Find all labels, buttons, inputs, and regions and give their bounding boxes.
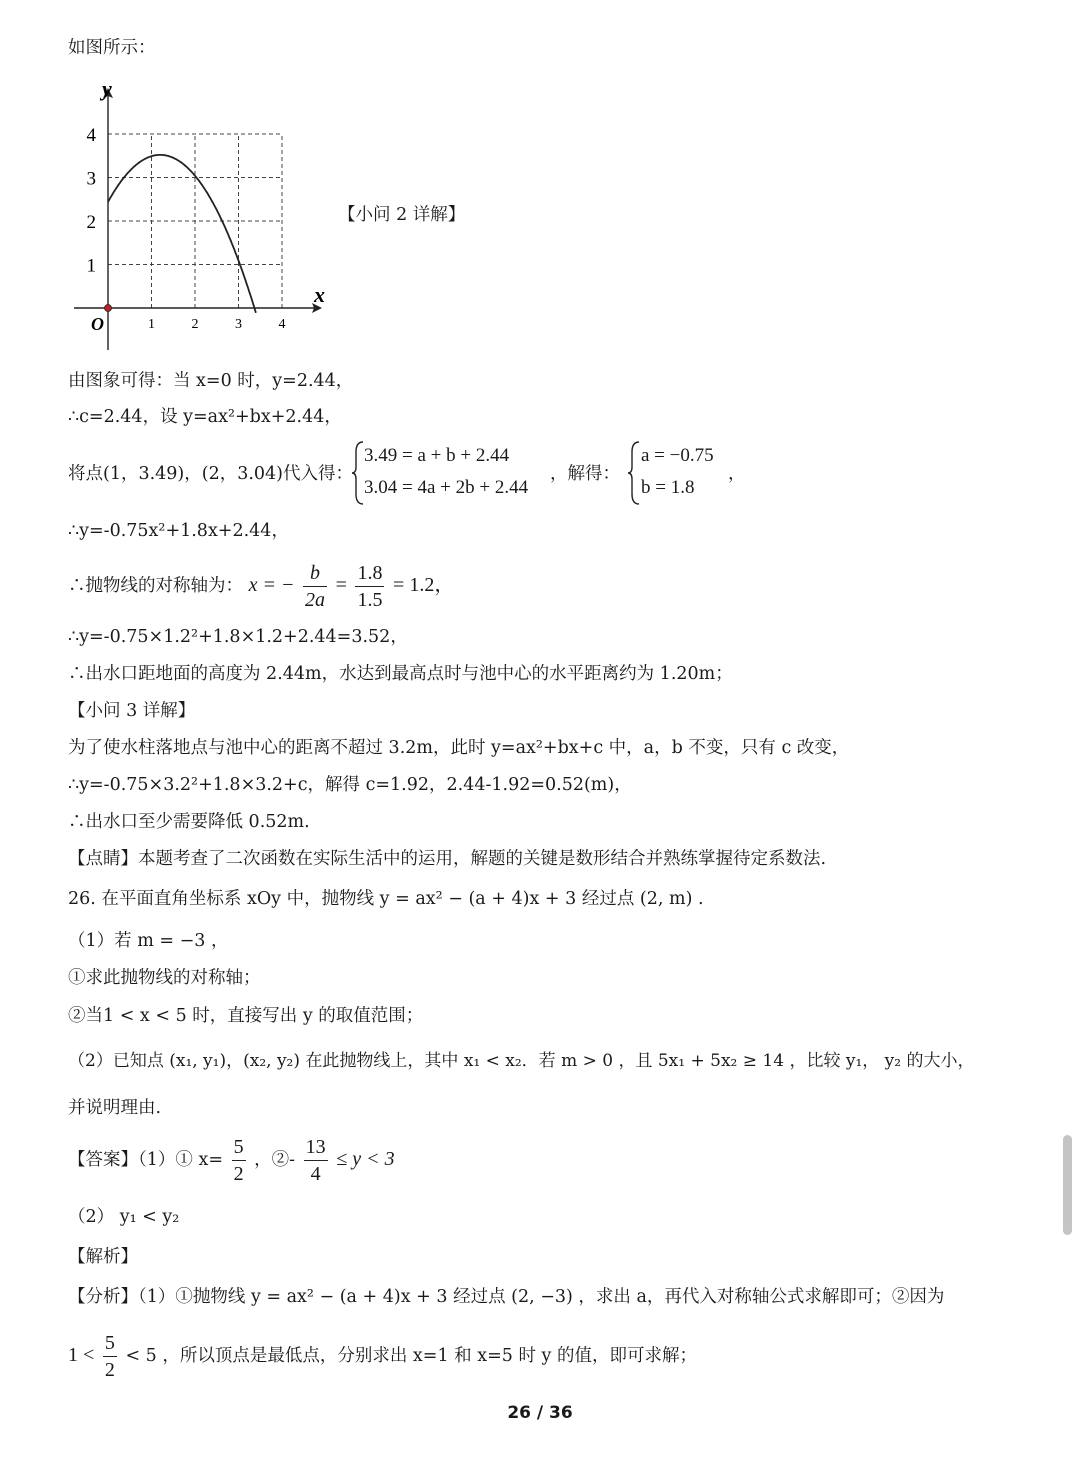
line-3-end: ， (728, 464, 746, 484)
x-tick-label: 1 (148, 317, 155, 332)
chart-labels (87, 78, 326, 334)
fraction-den: 2a (305, 589, 326, 611)
fraction-1.8-over-1.5 (355, 560, 384, 613)
line-11: ∴出水口至少需要降低 0.52m. (68, 812, 310, 832)
x-tick-label: 2 (191, 317, 199, 332)
x-axis-label: x (314, 282, 325, 307)
scrollbar-thumb[interactable] (1063, 1135, 1072, 1235)
line-15: ①求此抛物线的对称轴； (68, 968, 261, 988)
line-3-prefix: 将点(1，3.49)，(2，3.04)代入得： (68, 464, 354, 484)
line-10: ∴y=-0.75×3.2²+1.8×3.2+c，解得 c=1.92，2.44-1.92=0.52(m)， (68, 775, 632, 795)
line-22: 【分析】（1）①抛物线 y = ax² − (a + 4)x + 3 经过点 (2, −3) ，求出 a，再代入对称轴公式求解即可；②因为 (68, 1287, 945, 1307)
line-13: 26. 在平面直角坐标系 xOy 中，抛物线 y = ax² − (a + 4)x + 3 经过点 (2, m) . (68, 889, 704, 909)
line-5-prefix: ∴抛物线的对称轴为： (68, 576, 243, 596)
fraction-b-over-2a (303, 560, 327, 613)
chart-axes (74, 88, 322, 350)
answer-2: （2） y₁ < y₂ (68, 1207, 180, 1227)
solution-a: a = −0.75 (641, 445, 714, 466)
line-9: 为了使水柱落地点与池中心的距离不超过 3.2m，此时 y=ax²+bx+c 中，a，b 不变，只有 c 改变， (68, 738, 850, 758)
fraction-5-over-2 (232, 1134, 246, 1187)
chart-curve (105, 155, 256, 313)
line-14: （1）若 m = −3 ， (68, 931, 229, 951)
answer-end: ≤ y < 3 (336, 1148, 395, 1170)
analysis-heading: 【解析】 (68, 1247, 138, 1267)
equation-2: 3.04 = 4a + 2b + 2.44 (364, 477, 529, 498)
line-3-mid: ，解得： (550, 464, 620, 484)
line-4: ∴y=-0.75x²+1.8x+2.44， (68, 521, 289, 541)
line-23-prefix: 1 < (68, 1344, 95, 1366)
fraction-den: 2 (104, 1359, 115, 1381)
equals-sign: = (335, 574, 347, 596)
line-7: ∴出水口距地面的高度为 2.44m，水达到最高点时与池中心的水平距离约为 1.20m； (68, 664, 733, 684)
line-17: （2）已知点 (x₁, y₁)，(x₂, y₂) 在此抛物线上，其中 x₁ < x₂．若 m > 0 ，且 5x₁ + 5x₂ ≥ 14 ，比较 y₁， y₂ 的大小， (68, 1051, 975, 1071)
answer-mid: ，②- (254, 1150, 296, 1170)
origin-label: O (91, 314, 104, 334)
fraction-num: 5 (103, 1330, 117, 1357)
x-tick-label: 4 (278, 317, 286, 332)
line-8: 【小问 3 详解】 (68, 701, 196, 721)
y-tick-label: 1 (86, 255, 96, 277)
fraction-den: 4 (310, 1163, 321, 1185)
parabola-chart (70, 78, 330, 363)
line-16: ②当1 < x < 5 时，直接写出 y 的取值范围； (68, 1006, 424, 1026)
page-number: 26 / 36 (507, 1403, 573, 1423)
line-5-x: x = − (248, 574, 295, 596)
line-1: 由图象可得：当 x=0 时，y=2.44， (68, 371, 354, 391)
origin-point (105, 305, 112, 312)
fraction-den: 1.5 (357, 589, 383, 611)
line-5-result: = 1.2， (393, 574, 455, 596)
fraction-num: 5 (232, 1134, 246, 1161)
intro-text: 如图所示： (68, 38, 156, 58)
left-brace-icon (351, 440, 365, 506)
line-23 (68, 1326, 697, 1385)
y-tick-label: 4 (86, 125, 96, 146)
fraction-den: 2 (233, 1163, 244, 1185)
line-18: 并说明理由. (68, 1098, 162, 1118)
fraction-5-over-2 (103, 1330, 117, 1383)
chart-grid (108, 134, 282, 308)
line-5 (68, 556, 454, 615)
fraction-num: 1.8 (355, 560, 384, 587)
parabola-curve (108, 155, 256, 313)
answer-prefix: 【答案】（1）① x= (68, 1150, 223, 1170)
y-tick-label: 2 (86, 212, 96, 233)
line-6: ∴y=-0.75×1.2²+1.8×1.2+2.44=3.52， (68, 627, 408, 647)
line-12: 【点睛】本题考查了二次函数在实际生活中的运用，解题的关键是数形结合并熟练掌握待定系数法. (68, 849, 827, 869)
y-tick-label: 3 (86, 168, 96, 190)
x-tick-label: 3 (235, 317, 242, 332)
fraction-num: 13 (304, 1134, 328, 1161)
y-axis-label: y (102, 78, 112, 101)
part2-heading: 【小问 2 详解】 (338, 205, 466, 225)
answer-line (68, 1130, 395, 1189)
line-2: ∴c=2.44，设 y=ax²+bx+2.44， (68, 407, 342, 427)
fraction-13-over-4 (304, 1134, 328, 1187)
left-brace-icon (627, 440, 641, 506)
solution-b: b = 1.8 (641, 477, 695, 498)
equation-1: 3.49 = a + b + 2.44 (364, 445, 510, 466)
line-23-text: < 5 ，所以顶点是最低点，分别求出 x=1 和 x=5 时 y 的值，即可求解； (125, 1346, 697, 1366)
fraction-num: b (303, 560, 327, 587)
